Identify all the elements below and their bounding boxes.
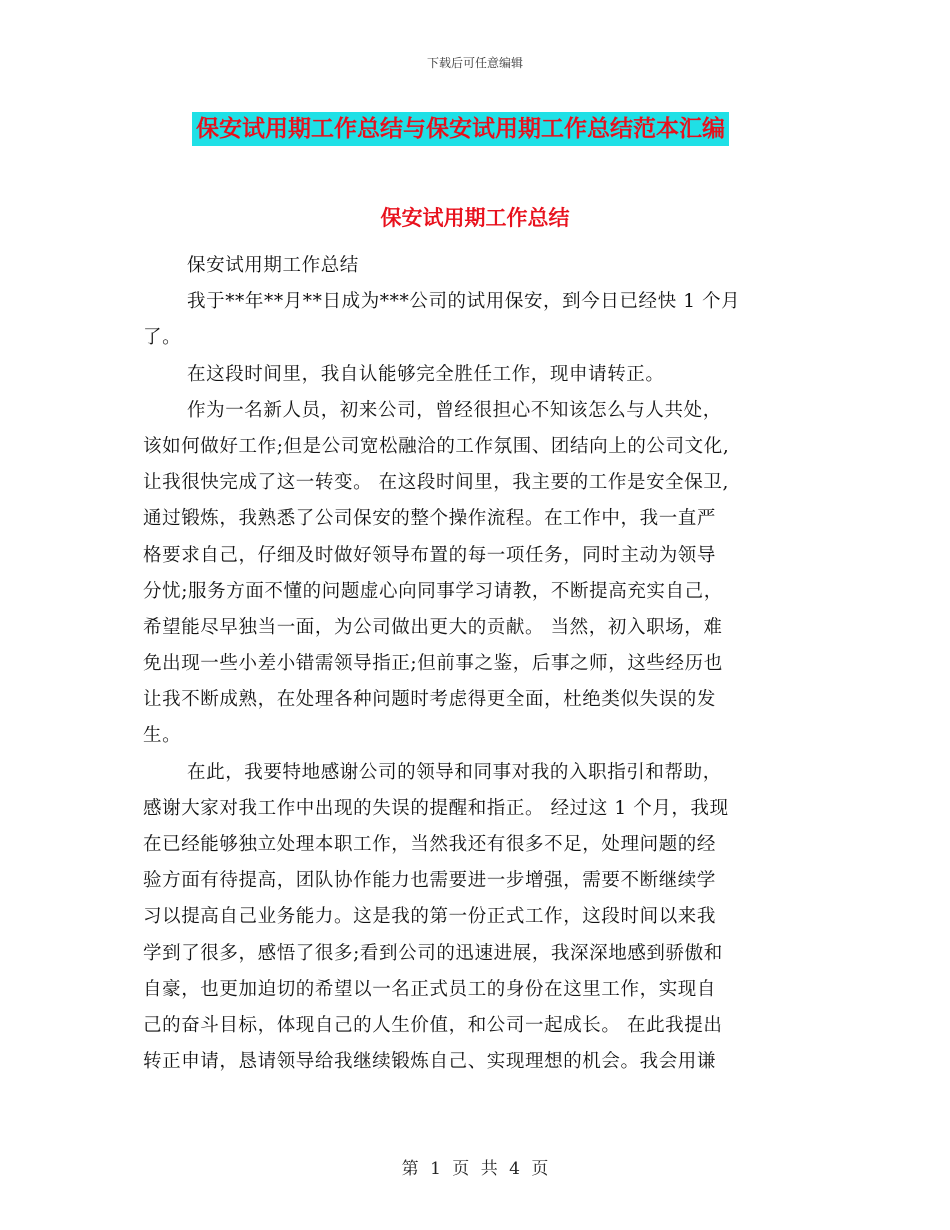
paragraph-line: 转正申请，恳请领导给我继续锻炼自己、实现理想的机会。我会用谦 [143,1051,717,1073]
paragraph-line: 学到了很多，感悟了很多;看到公司的迅速进展，我深深地感到骄傲和 [143,942,723,964]
paragraph-line: 让我很快完成了这一转变。 在这段时间里，我主要的工作是安全保卫, [143,472,729,494]
paragraph-line: 感谢大家对我工作中出现的失误的提醒和指正。 经过这 1 个月，我现 [143,797,729,819]
paragraph-line: 保安试用期工作总结 [187,255,359,276]
paragraph-line: 验方面有待提高，团队协作能力也需要进一步增强，需要不断继续学 [143,870,717,892]
paragraph-line: 作为一名新人员，初来公司，曾经很担心不知该怎么与人共处， [187,399,722,421]
paragraph-line: 免出现一些小差小错需领导指正;但前事之鉴，后事之师，这些经历也 [143,653,723,675]
paragraph-line: 分忧;服务方面不懂的问题虚心向同事学习请教，不断提高充实自己， [143,580,723,602]
paragraph-line: 在已经能够独立处理本职工作，当然我还有很多不足，处理问题的经 [143,834,717,855]
paragraph-line: 自豪，也更加迫切的希望以一名正式员工的身份在这里工作，实现自 [143,978,717,1000]
paragraph-line: 在这段时间里，我自认能够完全胜任工作，现申请转正。 [187,363,665,385]
paragraph-line: 在此，我要特地感谢公司的领导和同事对我的入职指引和帮助， [187,761,722,783]
paragraph-line: 让我不断成熟，在处理各种问题时考虑得更全面，杜绝类似失误的发 [143,689,717,711]
paragraph-line: 习以提高自己业务能力。这是我的第一份正式工作，这段时间以来我 [143,906,717,928]
paragraph-line: 通过锻炼，我熟悉了公司保安的整个操作流程。在工作中，我一直严 [143,508,717,530]
paragraph-line: 生。 [143,725,182,747]
document-body [143,248,808,1080]
paragraph-line: 己的奋斗目标，体现自己的人生价值，和公司一起成长。 在此我提出 [143,1014,723,1036]
page-header-note: 下载后可任意编辑 [426,56,523,70]
paragraph-line: 了。 [143,327,182,349]
page-number-footer: 第 1 页 共 4 页 [401,1159,549,1179]
section-title: 保安试用期工作总结 [380,205,570,230]
document-main-title: 保安试用期工作总结与保安试用期工作总结范本汇编 [192,112,729,146]
paragraph-line: 希望能尽早独当一面，为公司做出更大的贡献。 当然，初入职场，难 [143,616,723,638]
paragraph-line: 格要求自己，仔细及时做好领导布置的每一项任务，同时主动为领导 [143,544,717,566]
paragraph-line: 我于**年**月**日成为***公司的试用保安，到今日已经快 1 个月 [187,291,741,313]
paragraph-line: 该如何做好工作;但是公司宽松融洽的工作氛围、团结向上的公司文化, [143,435,730,457]
